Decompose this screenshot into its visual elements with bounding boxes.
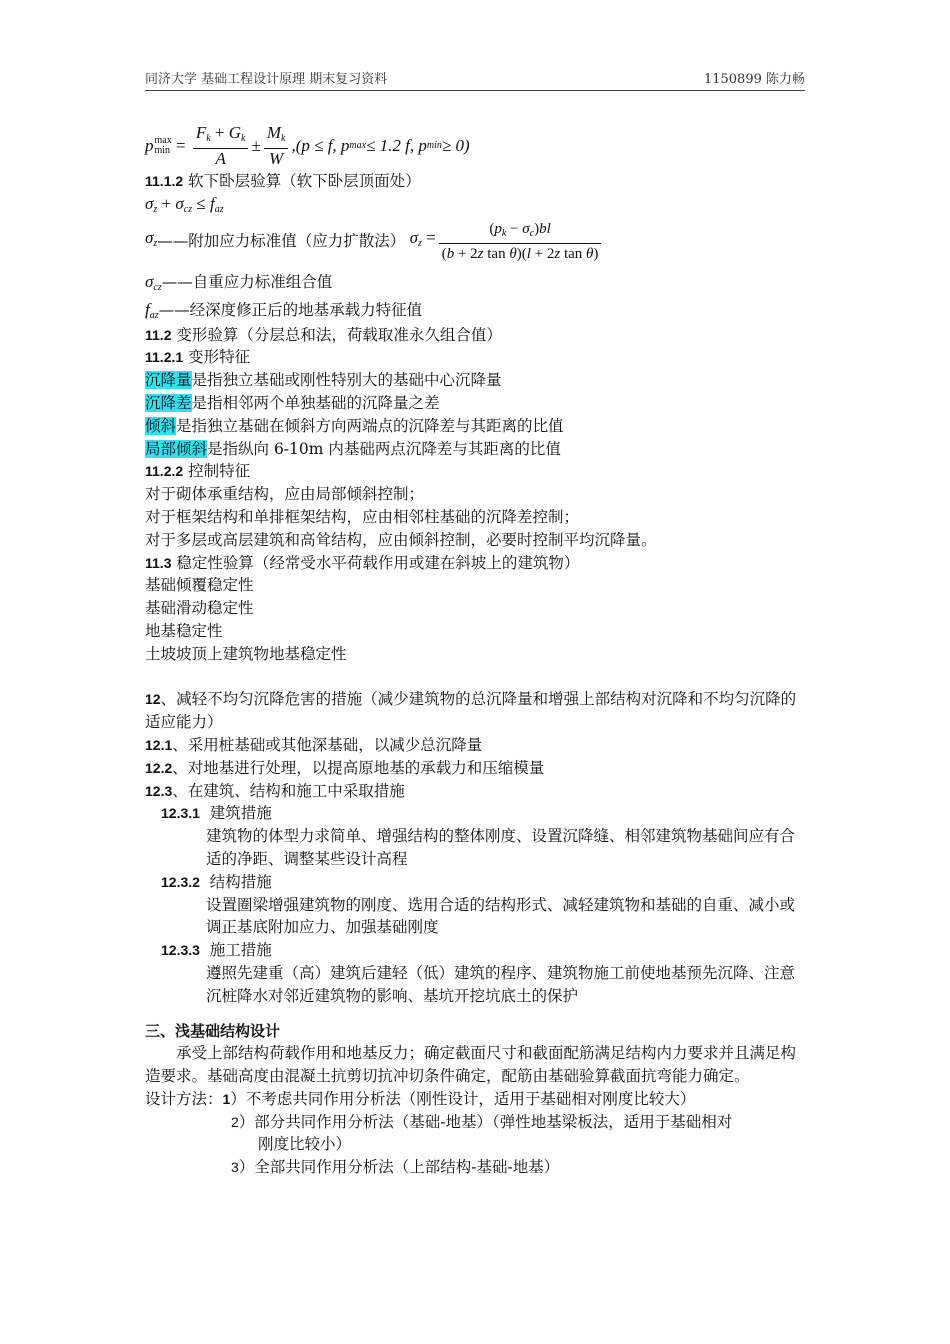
body-12-3-2: 设置圈梁增强建筑物的刚度、选用合适的结构形式、减轻建筑物和基础的自重、减小或调正基底附加应力、加强基础刚度	[206, 895, 796, 937]
heading-12: 12、减轻不均匀沉降危害的措施（减少建筑物的总沉降量和增强上部结构对沉降和不均匀沉降的适应能力）	[145, 690, 797, 732]
control-item: 对于框架结构和单排框架结构，应由相邻柱基础的沉降差控制；	[145, 507, 580, 526]
formula-cond-2: ≤ 1.2 f, p	[366, 135, 427, 155]
formula-soft-layer: $\sigma_z + \sigma_{cz} \le f_{az}$	[145, 193, 224, 215]
header-left: 同济大学 基础工程设计原理 期末复习资料	[145, 72, 388, 87]
document-body	[145, 122, 807, 1179]
section-3-paragraph: 承受上部结构荷载作用和地基反力；确定截面尺寸和截面配筋满足结构内力要求并且满足构造要求。基础高度由混凝土抗剪切抗冲切条件确定，配筋由基础验算截面抗弯能力确定。	[145, 1044, 797, 1086]
heading-12-3: 12.3、在建筑、结构和施工中采取措施	[145, 781, 405, 800]
header-right: 1150899 陈力畅	[703, 72, 805, 87]
heading-11-2-2: 11.2.2 控制特征	[145, 462, 251, 481]
stability-item: 基础倾覆稳定性	[145, 576, 254, 595]
deform-item: 倾斜是指独立基础在倾斜方向两端点的沉降差与其距离的比值	[145, 416, 564, 435]
heading-11-2: 11.2 变形验算（分层总和法，荷载取准永久组合值）	[145, 325, 502, 344]
body-12-3-3: 遵照先建重（高）建筑后建轻（低）建筑的程序、建筑物施工前使地基预先沉降、注意沉桩降水对邻近建筑物的影响、基坑开挖坑底土的保护	[206, 963, 796, 1005]
sigma-z-line: $\sigma_z$ ——附加应力标准值（应力扩散法） $\sigma_z$ = $\frac{(p_k - \sigma_c)bl}{\text{(b + 2z tan θ)(l + 2z tan θ)}}$	[145, 216, 807, 268]
heading-12-3-3: 12.3.3 施工措施	[161, 941, 272, 960]
heading-12-2: 12.2、对地基进行处理，以提高原地基的承载力和压缩模量	[145, 758, 545, 777]
stability-item: 地基稳定性	[145, 621, 223, 640]
spacer	[145, 1008, 807, 1020]
deform-item: 沉降差是指相邻两个单独基础的沉降量之差	[145, 393, 440, 412]
method-3: 3）全部共同作用分析法（上部结构-基础-地基）	[231, 1158, 560, 1177]
heading-12-1: 12.1、采用桩基础或其他深基础，以减少总沉降量	[145, 735, 483, 754]
method-2: 2）部分共同作用分析法（基础-地基）（弹性地基梁板法，适用于基础相对	[231, 1112, 733, 1131]
section-3-title: 三、浅基础结构设计	[145, 1021, 281, 1040]
stability-item: 土坡坡顶上建筑物地基稳定性	[145, 644, 347, 663]
formula-cond-1: ,(p ≤ f, p	[291, 135, 350, 155]
highlight-term: 局部倾斜	[145, 439, 208, 458]
heading-12-3-2: 12.3.2 结构措施	[161, 872, 272, 891]
spacer	[145, 666, 807, 689]
stability-item: 基础滑动稳定性	[145, 599, 254, 618]
highlight-term: 倾斜	[145, 416, 177, 435]
faz-line: $f_{az}——$经深度修正后的地基承载力特征值	[145, 299, 423, 321]
control-item: 对于多层或高层建筑和高耸结构，应由倾斜控制，必要时控制平均沉降量。	[145, 530, 657, 549]
formula-base-pressure: p max min = $\frac{F_k + G_k}{A}$ ± $\frac{M_k}{W}$ ,(p ≤ f, p max ≤ 1.2 f, p min ≥ 0)	[145, 122, 470, 168]
highlight-term: 沉降量	[145, 371, 192, 390]
deform-item: 沉降量是指独立基础或刚性特别大的基础中心沉降量	[145, 371, 502, 390]
highlight-term: 沉降差	[145, 393, 192, 412]
sigma-cz-line: $\sigma_{cz}——$自重应力标准组合值	[145, 271, 333, 293]
heading-11-1-2: 11.1.2 软下卧层验算（软下卧层顶面处）	[145, 172, 421, 190]
sigma-z-desc: ——附加应力标准值（应力扩散法）	[157, 232, 406, 251]
method-1: 设计方法：1）不考虑共同作用分析法（刚性设计，适用于基础相对刚度比较大）	[145, 1089, 696, 1108]
heading-12-3-1: 12.3.1 建筑措施	[161, 804, 272, 823]
deform-item: 局部倾斜是指纵向 6-10m 内基础两点沉降差与其距离的比值	[145, 439, 561, 458]
header-rule	[145, 90, 805, 91]
control-item: 对于砌体承重结构，应由局部倾斜控制；	[145, 485, 425, 504]
formula-cond-3: ≥ 0)	[441, 135, 470, 155]
method-2-cont: 刚度比较小）	[258, 1135, 352, 1154]
heading-11-2-1: 11.2.1 变形特征	[145, 348, 251, 367]
heading-11-3: 11.3 稳定性验算（经常受水平荷载作用或建在斜坡上的建筑物）	[145, 553, 580, 572]
body-12-3-1: 建筑物的体型力求简单、增强结构的整体刚度、设置沉降缝、相邻建筑物基础间应有合适的净距、调整某些设计高程	[206, 827, 796, 868]
